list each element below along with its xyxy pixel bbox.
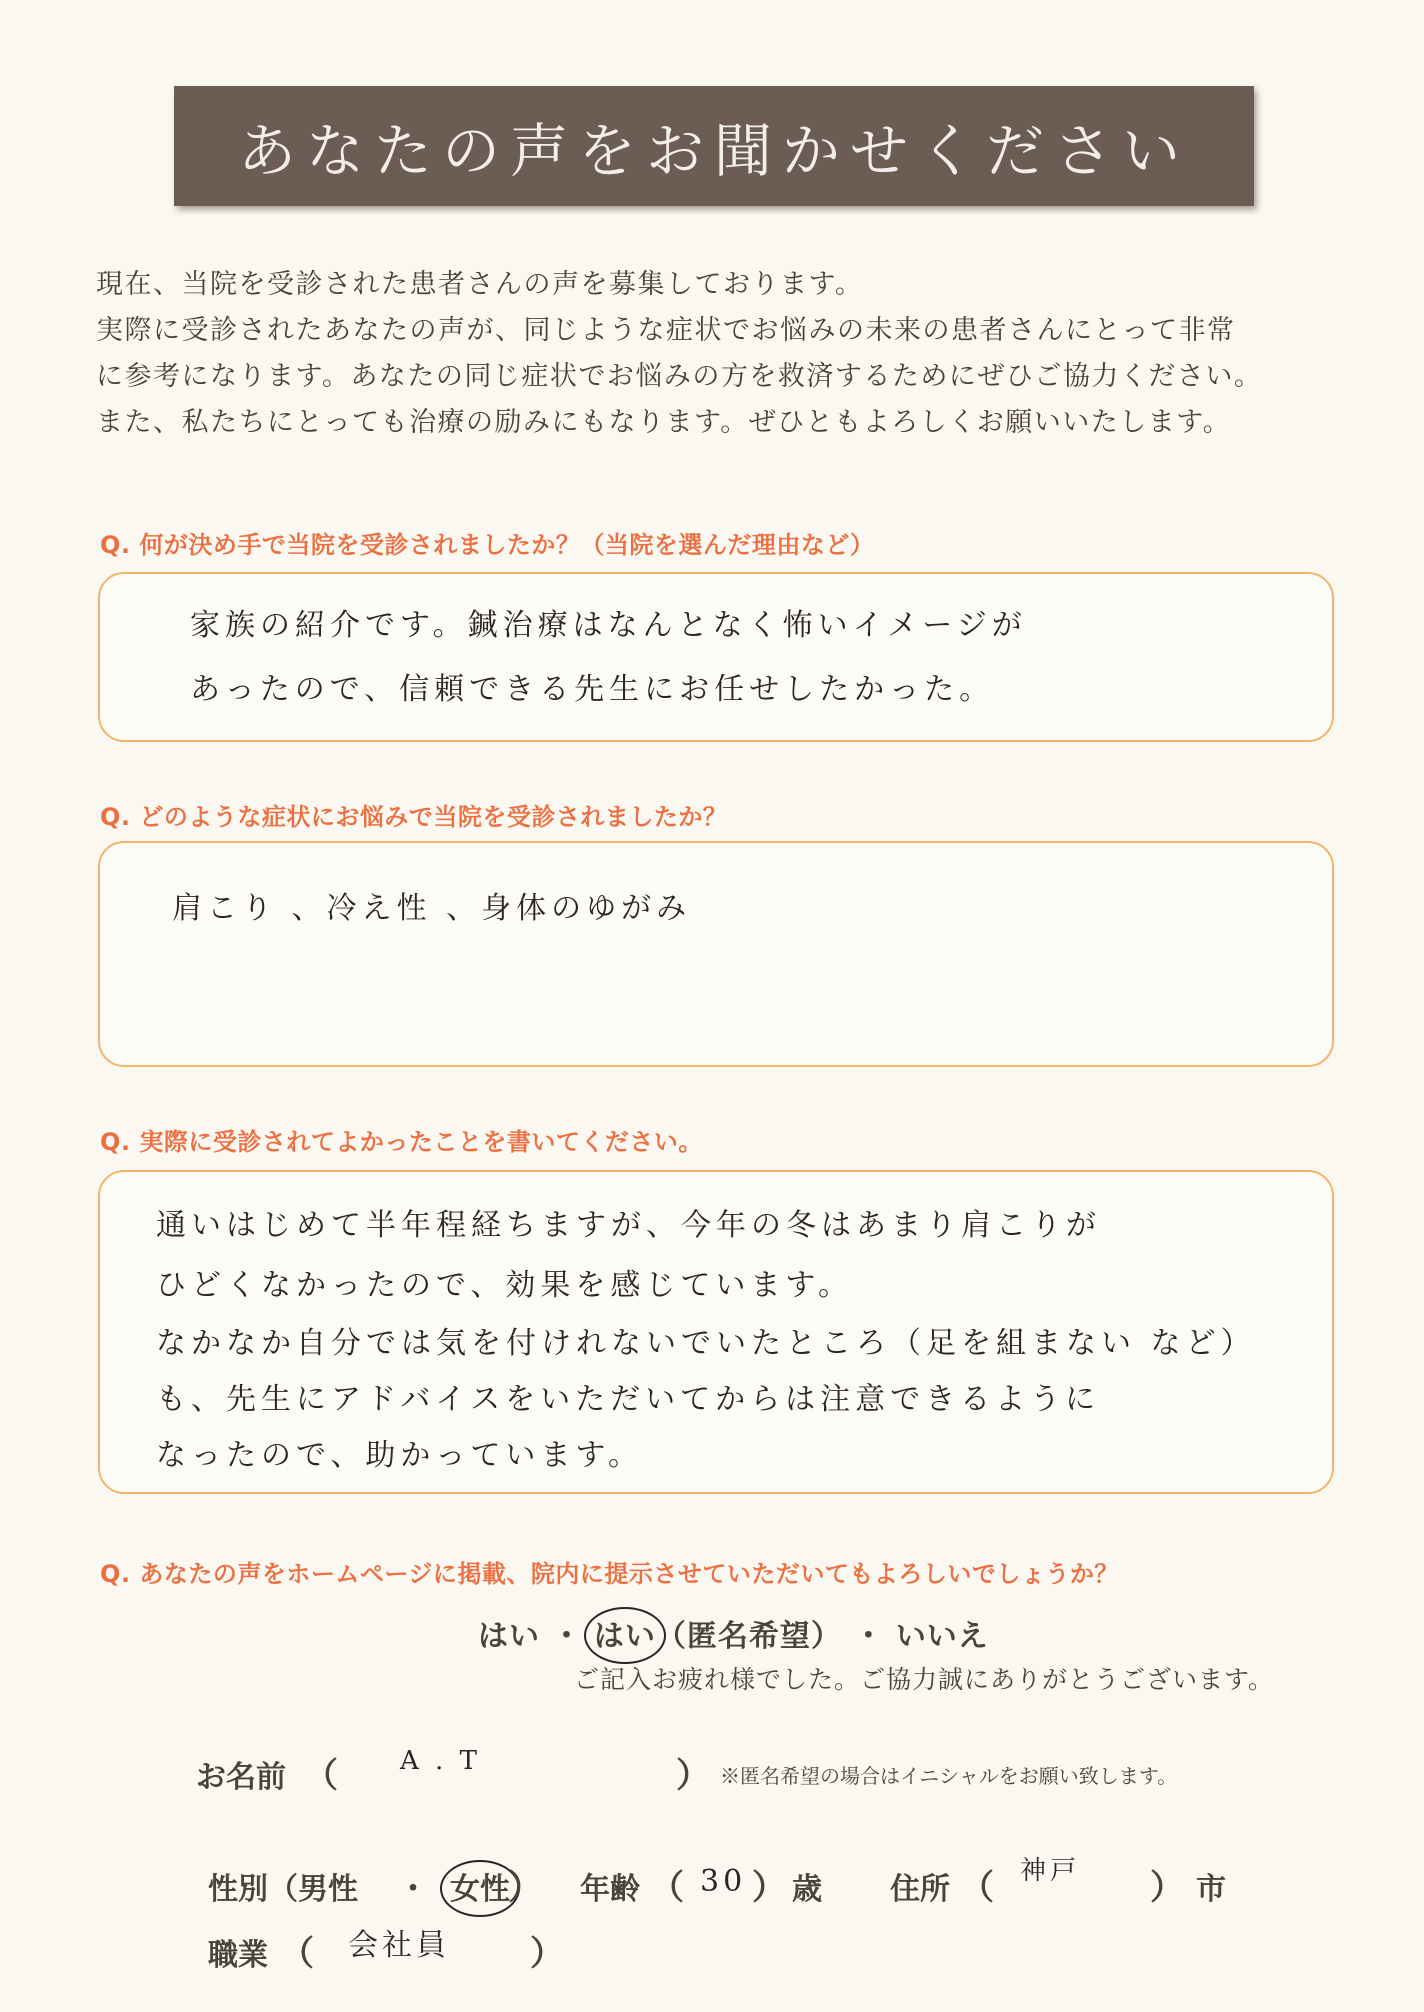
consent-yes-anonymous-selected[interactable]: はい bbox=[593, 1619, 656, 1654]
job-label: 職業 bbox=[208, 1938, 268, 1973]
gender-female-selected[interactable] bbox=[450, 1864, 510, 1908]
answer-box-symptoms bbox=[98, 841, 1334, 1067]
name-value[interactable]: A . T bbox=[400, 1746, 481, 1776]
question-good-points: Q. 実際に受診されてよかったことを書いてください。 bbox=[100, 1128, 703, 1156]
answer-line: なったので、助かっています。 bbox=[156, 1438, 643, 1473]
intro-line: に参考になります。あなたの同じ症状でお悩みの方を救済するためにぜひご協力ください。 bbox=[96, 361, 1263, 392]
separator: ・ bbox=[551, 1619, 583, 1654]
paren-close: ） bbox=[752, 1868, 786, 1908]
intro-text bbox=[96, 262, 1346, 446]
answer-line: も、先生にアドバイスをいただいてからは注意できるように bbox=[156, 1382, 1101, 1417]
paren-close: ） bbox=[508, 1868, 542, 1908]
answer-line: なかなか自分では気を付けれないでいたところ（足を組まない など） bbox=[156, 1326, 1256, 1361]
age-label: 年齢 bbox=[580, 1872, 640, 1907]
paren-close: ） bbox=[530, 1934, 564, 1974]
paren-close: ） bbox=[1150, 1868, 1184, 1908]
age-unit: 歳 bbox=[792, 1872, 822, 1907]
consent-options bbox=[478, 1611, 989, 1655]
answer-box-reason bbox=[98, 572, 1334, 742]
title-banner bbox=[174, 86, 1254, 206]
question-symptoms: Q. どのような症状にお悩みで当院を受診されましたか？ bbox=[100, 803, 728, 831]
address-label: 住所 bbox=[890, 1872, 950, 1907]
job-value[interactable]: 会社員 bbox=[348, 1928, 450, 1963]
answer-line: 通いはじめて半年程経ちますが、今年の冬はあまり肩こりが bbox=[156, 1208, 1101, 1243]
separator: ・ bbox=[853, 1619, 885, 1654]
intro-line: 現在、当院を受診された患者さんの声を募集しております。 bbox=[96, 269, 864, 300]
name-label: お名前 bbox=[196, 1760, 286, 1795]
thanks-message: ご記入お疲れ様でした。ご協力誠にありがとうございます。 bbox=[574, 1665, 1275, 1694]
answer-line: ひどくなかったので、効果を感じています。 bbox=[156, 1268, 853, 1303]
intro-line: また、私たちにとっても治療の励みにもなります。ぜひともよろしくお願いいたします。 bbox=[96, 407, 1232, 438]
consent-yes[interactable]: はい bbox=[478, 1619, 540, 1654]
gender-female-label: 女性 bbox=[450, 1872, 510, 1907]
answer-line: 肩こり 、冷え性 、身体のゆがみ bbox=[172, 891, 692, 926]
name-note: ※匿名希望の場合はイニシャルをお願い致します。 bbox=[720, 1764, 1178, 1788]
intro-line: 実際に受診されたあなたの声が、同じような症状でお悩みの未来の患者さんにとって非常 bbox=[96, 315, 1236, 346]
address-unit: 市 bbox=[1196, 1872, 1226, 1907]
question-consent: Q. あなたの声をホームページに掲載、院内に提示させていただいてもよろしいでしょうか？ bbox=[100, 1560, 1119, 1588]
gender-label: 性別（男性 bbox=[208, 1872, 358, 1907]
paren-close: ） bbox=[676, 1756, 710, 1796]
separator: ・ bbox=[398, 1872, 428, 1907]
paren-open: （ bbox=[960, 1868, 994, 1908]
consent-anonymous-label: （匿名希望） bbox=[655, 1619, 842, 1654]
paren-open: （ bbox=[650, 1868, 684, 1908]
answer-line: 家族の紹介です。鍼治療はなんとなく怖いイメージが bbox=[190, 608, 1027, 643]
question-reason: Q. 何が決め手で当院を受診されましたか？（当院を選んだ理由など） bbox=[100, 531, 875, 559]
answer-box-good-points bbox=[98, 1170, 1334, 1494]
answer-line: あったので、信頼できる先生にお任せしたかった。 bbox=[190, 672, 995, 707]
age-value[interactable]: 30 bbox=[700, 1864, 747, 1899]
page-title: あなたの声をお聞かせください bbox=[237, 117, 1190, 185]
paren-open: （ bbox=[304, 1756, 338, 1796]
consent-no[interactable]: いいえ bbox=[895, 1619, 989, 1654]
address-value[interactable]: 神戸 bbox=[1020, 1856, 1081, 1886]
paren-open: （ bbox=[280, 1934, 314, 1974]
